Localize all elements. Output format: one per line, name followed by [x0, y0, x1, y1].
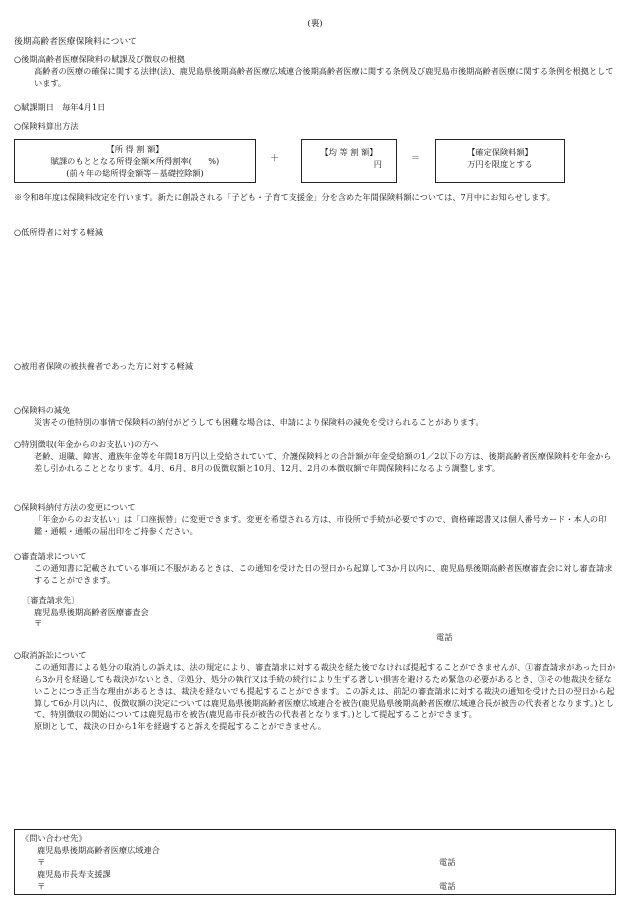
- section-body: 「年金からのお支払い」は「口座振替」に変更できます。変更を希望される方は、市役所で手続が必要ですので、資格確認書又は個人番号カード・本人の印鑑・通帳・通帳の届出印をご持参ください。: [34, 513, 607, 536]
- section-body: この通知書による処分の取消しの訴えは、法の規定により、審査請求に対する裁決を経た後でなければ提起することができませんが、①審査請求があった日から3か月を経過しても裁決がないとき、②処分、処分の執行又は手続の続行により生ずる著しい損害を避けるため緊急の必要があるとき、③その他裁決を経ないことにつき正当な理由があるときは、裁決を経ないでも提起することができます。この訴えは、前記の審査請求に対する裁決の通知を受けた日の翌日から起算して6か月以内に、仮徴収額の決定については鹿児島県後期高齢者医療広域連合を被告(鹿児島県後期高齢者医療広域連合長が被告の代表者となります。)として、特別徴収の開始については鹿児島市を被告(鹿児島市長が被告の代表者となります。)として提起することができます。: [34, 661, 616, 720]
- section-low-income: [14, 227, 616, 239]
- review-phone-label: 電話: [436, 632, 453, 642]
- section-heading: ○賦課期日 毎年4月1日: [14, 102, 106, 112]
- review-postal-mark: 〒: [34, 618, 43, 629]
- income-levy-note: (前々年の総所得金額等－基礎控除額): [66, 167, 204, 178]
- section-heading: ○特別徴収(年金からのお支払い)の方へ: [14, 439, 159, 449]
- confirmed-premium-limit: 万円を限度とする: [467, 158, 533, 169]
- section-heading: ○取消訴訟について: [14, 650, 87, 660]
- contact-postal-1: 〒: [37, 857, 46, 867]
- income-levy-title: 【所 得 割 額】: [106, 144, 164, 154]
- r8-revision-note: ※令和8年度は保険料改定を行います。新たに創設される「子ども・子育て支援金」分を含めた年間保険料額については、7月中にお知らせします。: [14, 192, 555, 202]
- contact-postal-2: 〒: [37, 881, 46, 891]
- section-assessment-date: [14, 102, 616, 114]
- section-body-2: 原則として、裁決の日から1年を経過すると訴えを提起することができません。: [34, 721, 327, 732]
- review-destination-name: 鹿児島県後期高齢者医療審査会: [34, 606, 149, 617]
- section-review-request: [14, 551, 616, 630]
- section-heading: ○被用者保険の被扶養者であった方に対する軽減: [14, 361, 194, 371]
- income-levy-box: [14, 139, 256, 183]
- per-capita-title: 【均 等 割 額】: [320, 147, 378, 157]
- equals-sign: ＝: [411, 154, 421, 164]
- per-capita-unit: 円: [373, 158, 382, 169]
- review-destination-label: 〔審査請求先〕: [22, 594, 80, 605]
- section-heading: ○後期高齢者医療保険料の賦課及び徴収の根拠: [14, 54, 185, 64]
- contact-org-2: 鹿児島市長寿支援課: [37, 869, 111, 879]
- section-body: 高齢者の医療の確保に関する法律(法)、鹿児島県後期高齢者医療広域連合後期高齢者医療に関する条例及び鹿児島市後期高齢者医療に関する条例を根拠としています。: [34, 65, 614, 88]
- section-lawsuit: [14, 650, 616, 733]
- income-levy-formula: 賦課のもととなる所得金額×所得割率( %): [50, 155, 220, 166]
- section-heading: ○審査請求について: [14, 551, 87, 561]
- section-dependents: [14, 361, 616, 373]
- section-calculation: [14, 121, 616, 133]
- document-title: 後期高齢者医療保険料について: [14, 37, 137, 47]
- section-heading: ○保険料算出方法: [14, 121, 79, 131]
- confirmed-premium-box: [435, 139, 565, 183]
- contact-phone-1: 電話: [439, 857, 456, 867]
- per-capita-box: [301, 139, 397, 183]
- section-body: 老齢、退職、障害、遺族年金等を年間18万円以上受給されていて、介護保険料との合計額が年金受給額の1／2以下の方は、後期高齢者医療保険料を年金から差し引かれることとなります。4月、6月、8月の仮徴収額と10月、12月、2月の本徴収額で年間保険料になるよう調整します。: [34, 450, 612, 473]
- section-heading: ○低所得者に対する軽減: [14, 227, 104, 237]
- plus-sign: ＋: [270, 154, 280, 164]
- contact-box: [14, 829, 616, 895]
- section-special-collection: [14, 439, 616, 475]
- section-body: 災害その他特別の事情で保険料の納付がどうしても困難な場合は、申請により保険料の減免を受けられることがあります。: [34, 416, 484, 427]
- section-exemption: [14, 405, 616, 429]
- page-header: (裏): [307, 19, 323, 29]
- section-heading: ○保険料納付方法の変更について: [14, 502, 136, 512]
- section-body: この通知書に記載されている事項に不服があるときは、この通知を受けた日の翌日から起算して3か月以内に、鹿児島県後期高齢者医療審査会に対し審査請求することができます。: [34, 562, 613, 585]
- section-basis: [14, 54, 616, 90]
- confirmed-premium-title: 【確定保険料額】: [467, 147, 533, 157]
- contact-label: 《問い合わせ先》: [21, 833, 87, 843]
- contact-org-1: 鹿児島県後期高齢者医療広域連合: [37, 845, 160, 855]
- contact-phone-2: 電話: [439, 881, 456, 891]
- section-payment-change: [14, 502, 616, 538]
- section-heading: ○保険料の減免: [14, 405, 71, 415]
